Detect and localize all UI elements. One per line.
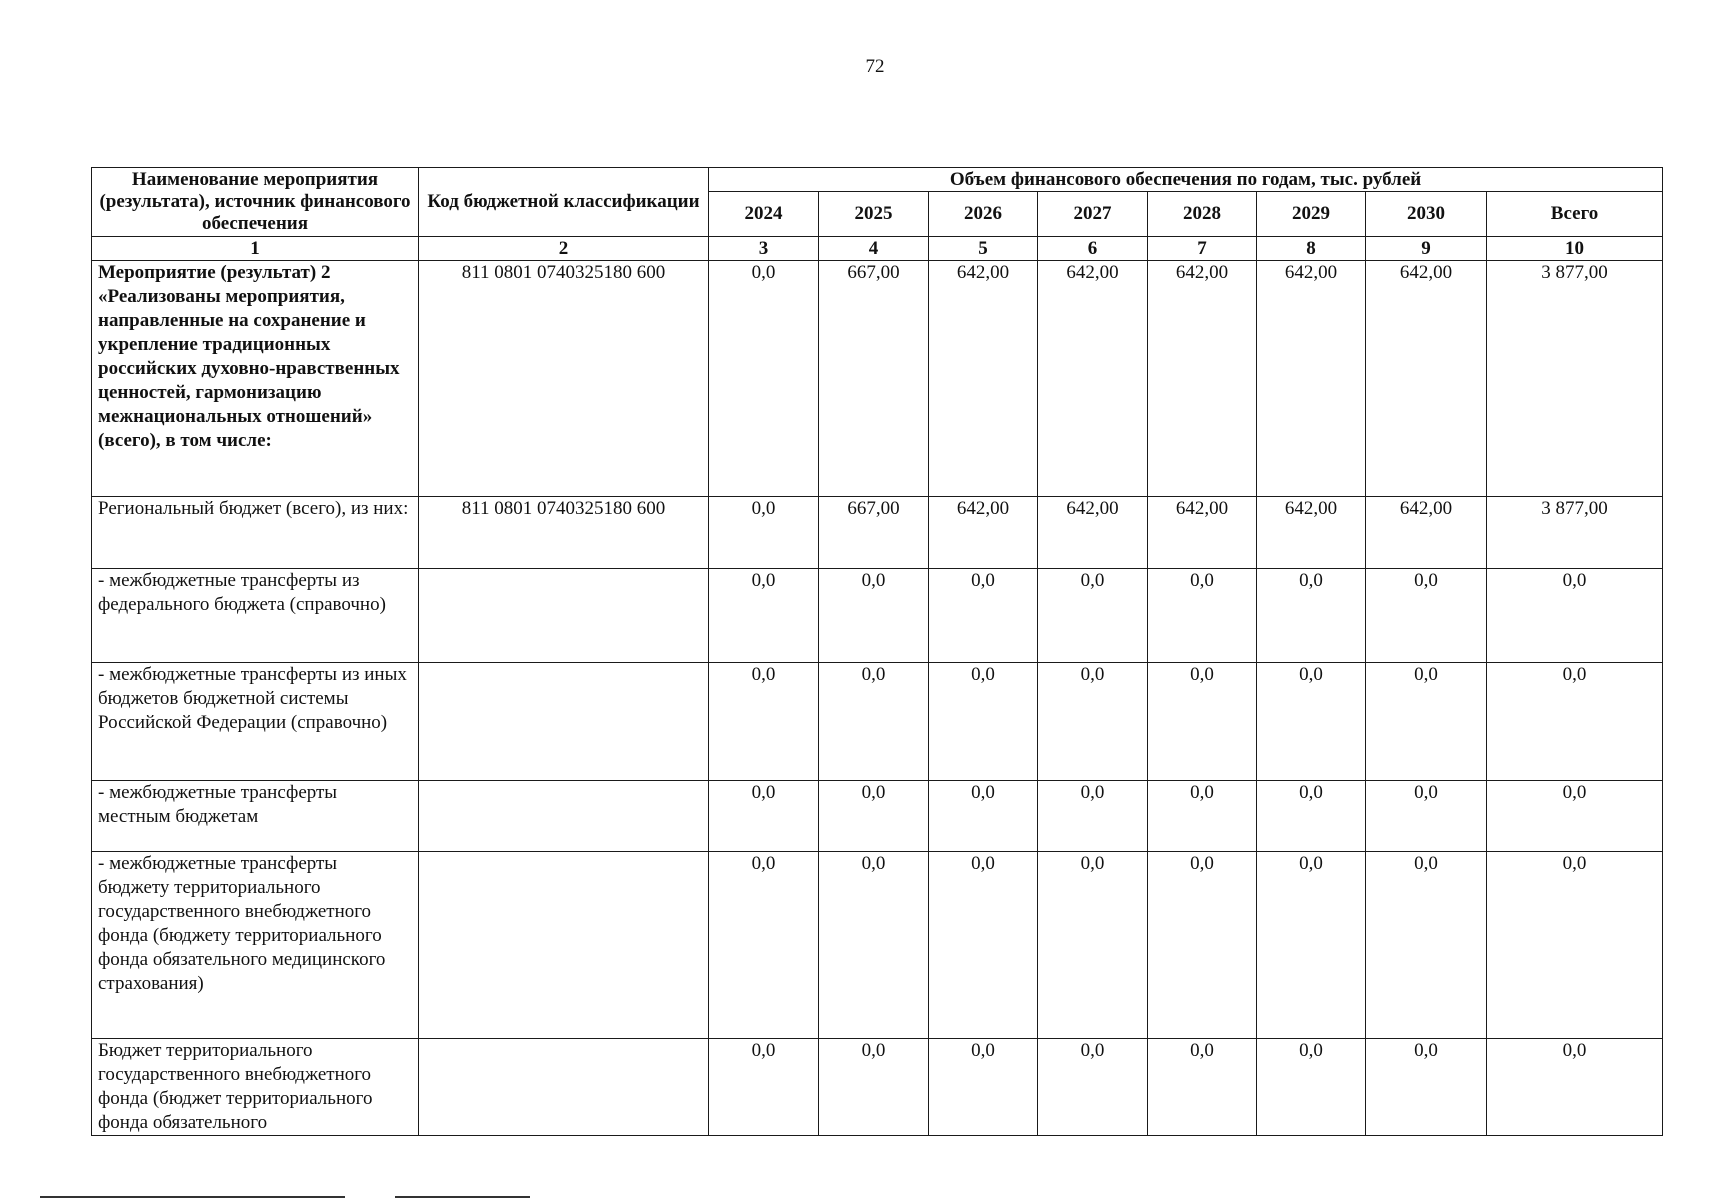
header-year-2024: 2024: [709, 192, 819, 237]
value-cell: 0,0: [1038, 569, 1148, 663]
column-index: 5: [929, 237, 1038, 261]
header-year-2025: 2025: [819, 192, 929, 237]
value-cell: 0,0: [1257, 781, 1366, 852]
row-name: Бюджет территориального государственного внебюджетного фонда (бюджет территориального фонда обязательного: [92, 1039, 419, 1136]
column-index: 3: [709, 237, 819, 261]
value-cell: 0,0: [929, 1039, 1038, 1136]
value-cell: 0,0: [1366, 1039, 1487, 1136]
value-cell: 0,0: [929, 852, 1038, 1039]
value-cell: 642,00: [929, 497, 1038, 569]
value-cell: 642,00: [1148, 261, 1257, 497]
header-year-2030: 2030: [1366, 192, 1487, 237]
value-cell: 642,00: [1366, 261, 1487, 497]
row-name: - межбюджетные трансферты из иных бюджетов бюджетной системы Российской Федерации (справочно): [92, 663, 419, 781]
value-cell: 0,0: [819, 1039, 929, 1136]
row-name: - межбюджетные трансферты из федерального бюджета (справочно): [92, 569, 419, 663]
value-cell: 0,0: [1366, 852, 1487, 1039]
value-cell: 0,0: [1366, 663, 1487, 781]
value-cell: 0,0: [1038, 781, 1148, 852]
table-row: [92, 261, 1663, 497]
table-row: [92, 781, 1663, 852]
value-cell: 0,0: [709, 781, 819, 852]
total-cell: 0,0: [1487, 569, 1663, 663]
table-row: [92, 852, 1663, 1039]
total-cell: 3 877,00: [1487, 261, 1663, 497]
row-name: Региональный бюджет (всего), из них:: [92, 497, 419, 569]
value-cell: 0,0: [1038, 663, 1148, 781]
table-row: [92, 569, 1663, 663]
value-cell: 0,0: [709, 261, 819, 497]
budget-table: [91, 167, 1663, 1136]
value-cell: 0,0: [1257, 663, 1366, 781]
table-row: [92, 663, 1663, 781]
header-volume-group: Объем финансового обеспечения по годам, тыс. рублей: [709, 168, 1663, 192]
header-year-2026: 2026: [929, 192, 1038, 237]
value-cell: 0,0: [1038, 1039, 1148, 1136]
value-cell: 0,0: [1257, 1039, 1366, 1136]
column-index: 9: [1366, 237, 1487, 261]
value-cell: 0,0: [1148, 569, 1257, 663]
header-year-2028: 2028: [1148, 192, 1257, 237]
header-code-column: Код бюджетной классификации: [419, 168, 709, 237]
row-code: [419, 1039, 709, 1136]
column-index: 6: [1038, 237, 1148, 261]
column-index: 7: [1148, 237, 1257, 261]
row-code: 811 0801 0740325180 600: [419, 497, 709, 569]
value-cell: 0,0: [709, 497, 819, 569]
table-row: [92, 1039, 1663, 1136]
row-code: [419, 569, 709, 663]
bottom-rule-right: [395, 1196, 530, 1198]
value-cell: 642,00: [1257, 497, 1366, 569]
total-cell: 0,0: [1487, 781, 1663, 852]
row-name: - межбюджетные трансферты местным бюджетам: [92, 781, 419, 852]
value-cell: 667,00: [819, 497, 929, 569]
value-cell: 0,0: [1257, 569, 1366, 663]
total-cell: 3 877,00: [1487, 497, 1663, 569]
row-code: [419, 852, 709, 1039]
value-cell: 0,0: [1148, 781, 1257, 852]
row-name: - межбюджетные трансферты бюджету территориального государственного внебюджетного фонда (бюджету территориального фонда обязательного медицинского страхования): [92, 852, 419, 1039]
bottom-rule-left: [40, 1196, 345, 1198]
row-code: 811 0801 0740325180 600: [419, 261, 709, 497]
value-cell: 0,0: [709, 1039, 819, 1136]
value-cell: 642,00: [1257, 261, 1366, 497]
header-total: Всего: [1487, 192, 1663, 237]
value-cell: 642,00: [1148, 497, 1257, 569]
value-cell: 0,0: [1148, 663, 1257, 781]
value-cell: 0,0: [819, 781, 929, 852]
total-cell: 0,0: [1487, 1039, 1663, 1136]
header-name-column: Наименование мероприятия (результата), источник финансового обеспечения: [92, 168, 419, 237]
value-cell: 0,0: [709, 663, 819, 781]
value-cell: 0,0: [1038, 852, 1148, 1039]
value-cell: 0,0: [819, 663, 929, 781]
header-year-2027: 2027: [1038, 192, 1148, 237]
column-index: 4: [819, 237, 929, 261]
value-cell: 0,0: [1366, 569, 1487, 663]
header-year-2029: 2029: [1257, 192, 1366, 237]
header-index-row: [92, 237, 1663, 261]
total-cell: 0,0: [1487, 663, 1663, 781]
row-code: [419, 663, 709, 781]
row-code: [419, 781, 709, 852]
page-number: 72: [865, 56, 885, 77]
row-name: Мероприятие (результат) 2 «Реализованы мероприятия, направленные на сохранение и укрепление традиционных российских духовно-нравственных ценностей, гармонизацию межнациональных отношений» (всего), в том числе:: [92, 261, 419, 497]
header-row-top: [92, 168, 1663, 192]
value-cell: 642,00: [1038, 261, 1148, 497]
column-index: 1: [92, 237, 419, 261]
value-cell: 0,0: [1148, 1039, 1257, 1136]
value-cell: 642,00: [1038, 497, 1148, 569]
value-cell: 0,0: [709, 852, 819, 1039]
value-cell: 642,00: [929, 261, 1038, 497]
value-cell: 0,0: [819, 852, 929, 1039]
value-cell: 0,0: [929, 781, 1038, 852]
value-cell: 0,0: [709, 569, 819, 663]
column-index: 10: [1487, 237, 1663, 261]
table-row: [92, 497, 1663, 569]
value-cell: 0,0: [1257, 852, 1366, 1039]
value-cell: 0,0: [1148, 852, 1257, 1039]
value-cell: 0,0: [819, 569, 929, 663]
column-index: 8: [1257, 237, 1366, 261]
budget-table-container: [91, 167, 1662, 1136]
column-index: 2: [419, 237, 709, 261]
value-cell: 0,0: [929, 569, 1038, 663]
value-cell: 642,00: [1366, 497, 1487, 569]
value-cell: 667,00: [819, 261, 929, 497]
total-cell: 0,0: [1487, 852, 1663, 1039]
value-cell: 0,0: [929, 663, 1038, 781]
value-cell: 0,0: [1366, 781, 1487, 852]
